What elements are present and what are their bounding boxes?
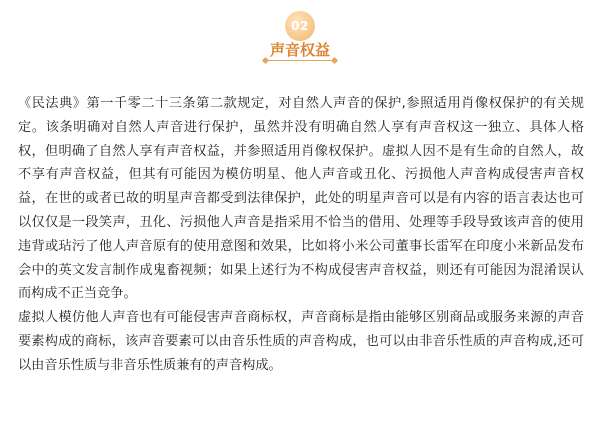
section-number: 02 bbox=[291, 19, 309, 33]
section-number-badge bbox=[285, 11, 315, 41]
article-body bbox=[18, 92, 584, 378]
paragraph-sound-trademark: 虚拟人模仿他人声音也有可能侵害声音商标权，声音商标是指由能够区别商品或服务来源的声音要素构成的商标，该声音要素可以由音乐性质的声音构成，也可以由非音乐性质的声音构成,还可以由音乐性质与非音乐性质兼有的声音构成。 bbox=[18, 310, 584, 373]
section-title: 声音权益 bbox=[269, 41, 330, 59]
section-title-wrap bbox=[0, 40, 600, 64]
paragraph-civil-code: 《民法典》第一千零二十三条第二款规定，对自然人声音的保护,参照适用肖像权保护的有关规定。该条明确对自然人声音进行保护，虽然并没有明确自然人享有声音权这一独立、具体人格权，但明确了自然人享有声音权益，并参照适用肖像权保护。虚拟人因不是有生命的自然人，故不享有声音权益，但其有可能因为模仿明星、他人声音或丑化、污损他人声音构成侵害声音权益，在世的或者已故的明星声音都受到法律保护，此处的明星声音可以是有内容的语言表达也可以仅仅是一段笑声，丑化、污损他人声音是指采用不恰当的借用、处理等手段导致该声音的使用违背或玷污了他人声音原有的使用意图和效果，比如将小米公司董事长雷军在印度小米新品发布会中的英文发言制作成鬼畜视频；如果上述行为不构成侵害声音权益，则还有可能因为混淆误认而构成不正当竞争。 bbox=[18, 96, 584, 302]
section-header bbox=[0, 0, 600, 72]
